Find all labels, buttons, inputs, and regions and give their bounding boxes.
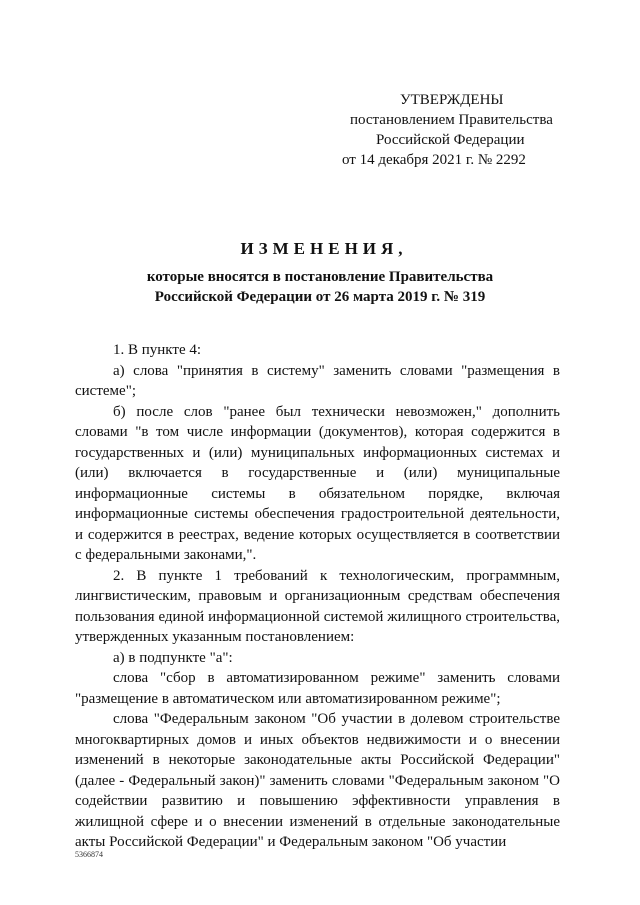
approval-block [330,90,560,170]
subtitle-line-2: Российской Федерации от 26 марта 2019 г. № 319 [154,289,486,305]
paragraph-3: б) после слов "ранее был технически невозможен," дополнить словами "в том числе информации (документов), которая содержится в государственных и (или) муниципальных информационных системах и (или) включается в государственные и (или) муниципальные информационные системы в обязательном порядке, включая информационные системы обеспечения градостроительной деятельности, и содержится в реестрах, ведение которых осуществляется в соответствии с федеральными законами,". [75,403,560,563]
paragraph-5: а) в подпункте "а": [113,649,233,666]
paragraph-2: а) слова "принятия в систему" заменить словами "размещения в системе"; [75,362,560,399]
paragraph-7: слова "Федеральным законом "Об участии в долевом строительстве многоквартирных домов и иных объектов недвижимости и о внесении изменений в некоторые законодательные акты Российской Федерации" (далее - Федеральный закон)" заменить словами "Федеральным законом "О содействии развитию и повышению эффективности управления в жилищной сфере и о внесении изменений в отдельные законодательные акты Российской Федерации" и Федеральным законом "Об участии [75,711,560,850]
paragraph-6: слова "сбор в автоматизированном режиме" заменить словами "размещение в автоматическом или автоматизированном режиме"; [75,670,560,707]
document-body [75,340,560,853]
approval-line-date-number: от 14 декабря 2021 г. № 2292 [342,152,526,168]
paragraph-1: 1. В пункте 4: [113,342,202,358]
document-header [0,238,640,307]
document-code: 5366874 [75,850,103,859]
paragraph-4: 2. В пункте 1 требований к технологическим, программным, лингвистическим, правовым и организационным средствам обеспечения пользования единой информационной системой жилищного строительства, утвержденных указанным постановлением: [75,567,560,645]
subtitle-line-1: которые вносятся в постановление Правительства [146,269,494,285]
approval-line-federation: Российской Федерации [376,132,525,148]
document-title: ИЗМЕНЕНИЯ, [240,239,408,258]
approval-line-decree: постановлением Правительства [350,112,553,128]
document-subtitle [0,267,640,307]
approval-heading: УТВЕРЖДЕНЫ [400,92,504,108]
